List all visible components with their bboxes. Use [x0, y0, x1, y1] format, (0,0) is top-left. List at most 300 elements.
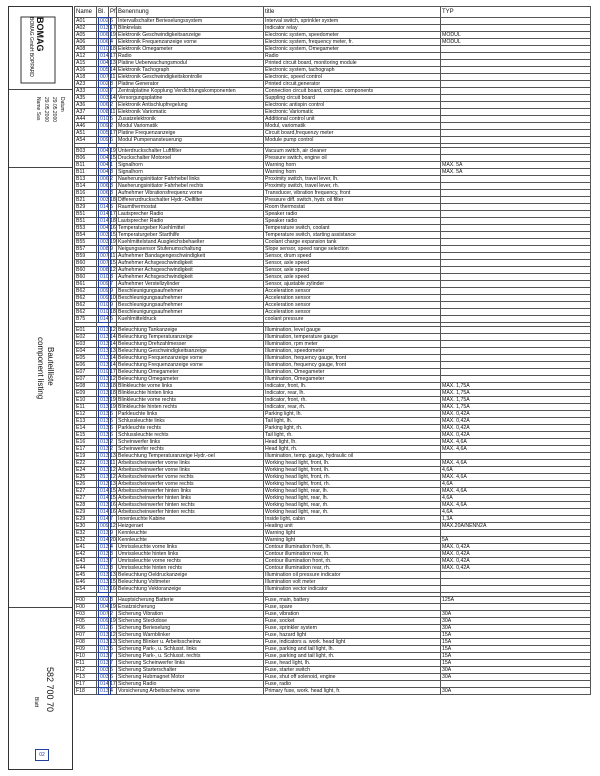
cell-name: B60 [75, 260, 97, 267]
cell-typ [441, 225, 591, 232]
cell-benennung: Druckschalter Motoroel [117, 155, 264, 162]
cell-title: Pressure diff. switch, hydr. oil filter [264, 197, 441, 204]
cell-pf: 9 [109, 246, 117, 253]
sheet-ref: 013 [100, 481, 109, 487]
cell-typ [441, 25, 591, 32]
cell-name: E27 [75, 495, 97, 502]
cell-typ [441, 46, 591, 53]
sheet-ref: 009 [100, 281, 109, 287]
table-row [75, 523, 591, 530]
cell-name: B21 [75, 197, 97, 204]
cell-typ: 30A [441, 674, 591, 681]
cell-title: Fuse, shut off solenoid, engine [264, 674, 441, 681]
cell-benennung: Elektronik Antischlupfregelung [117, 102, 264, 109]
cell-pf: 19 [110, 618, 116, 624]
cell-pf: 11 [110, 253, 116, 259]
cell-benennung: Radio [117, 53, 264, 60]
cell-typ: 4,6A [441, 467, 591, 474]
cell-name: A51 [75, 130, 97, 137]
cell-pf: 6 [109, 674, 117, 681]
table-row [75, 632, 591, 639]
cell-title: Indicator, rear, lh. [264, 390, 441, 397]
cell-name: F18 [75, 688, 97, 695]
component-table [74, 6, 591, 695]
cell-benennung: Beschleunigungsaufnehmer [117, 302, 264, 309]
table-row [75, 653, 591, 660]
cell-pf: 3 [109, 597, 117, 604]
cell-typ: MAX. 1,75A [441, 397, 591, 404]
cell-benennung: Differenzdruckschalter Hydr.-Oelfilter [117, 197, 264, 204]
cell-title: Additional control unit [264, 116, 441, 123]
cell-name: F03 [75, 611, 97, 618]
cell-benennung: Blinkleuchte hinten links [117, 390, 264, 397]
cell-title: Working head light, rear, lh. [264, 495, 441, 502]
cell-pf: 4 [109, 544, 117, 551]
header-bl: Bl. [97, 7, 109, 18]
sheet-ref: 009 [100, 295, 109, 301]
cell-pf: 15 [110, 260, 116, 266]
table-row [75, 579, 591, 586]
cell-title: Contour illumination front, rh. [264, 558, 441, 565]
cell-name: F11 [75, 660, 97, 667]
cell-pf: 18 [110, 390, 116, 396]
cell-title: Fuse, sprinkler system [264, 625, 441, 632]
cell-title: Fuse, radio [264, 681, 441, 688]
sheet-ref: 006 [100, 39, 109, 45]
cell-typ: 15A [441, 639, 591, 646]
cell-name: F12 [75, 667, 97, 674]
cell-benennung: Kuehlmittelstand Ausgleichsbehaelter [117, 239, 264, 246]
sheet-ref: 004 [100, 225, 109, 231]
sheet-ref: 008 [100, 267, 109, 273]
cell-benennung: Arbeitsscheinwerfer vorne rechts [117, 474, 264, 481]
cell-typ [441, 102, 591, 109]
cell-name: E05 [75, 355, 97, 362]
cell-pf: 4 [109, 39, 117, 46]
cell-name: E19 [75, 453, 97, 460]
sheet-ref: 005 [100, 130, 109, 136]
cell-typ [441, 604, 591, 611]
cell-name: E27 [75, 488, 97, 495]
sheet-ref: 013 [100, 688, 109, 694]
cell-typ: 125A [441, 597, 591, 604]
cell-benennung: Lautsprecher Radio [117, 211, 264, 218]
table-row [75, 439, 591, 446]
cell-benennung: Sicherung Hubmagnet Motor [117, 674, 264, 681]
table-row [75, 316, 591, 323]
cell-pf: 12 [110, 467, 116, 473]
sheet-ref: 007 [100, 253, 109, 259]
cell-benennung: Umrissleuchte hinten links [117, 551, 264, 558]
table-row [75, 232, 591, 239]
cell-pf: 14 [110, 355, 116, 361]
cell-benennung: Sicherung Park-, u. Schlusst. rechts [117, 653, 264, 660]
cell-benennung: Zentralplatine Kopplung Verdichtungskomponenten [117, 88, 264, 95]
cell-pf: 6 [109, 137, 117, 144]
cell-title: Speaker radio [264, 218, 441, 225]
table-row [75, 137, 591, 144]
cell-typ [441, 253, 591, 260]
table-row [75, 639, 591, 646]
cell-name: E32 [75, 530, 97, 537]
cell-pf: 5 [109, 116, 117, 123]
cell-benennung: Beleuchtung Omegameter [117, 369, 264, 376]
cell-typ: MODUL [441, 39, 591, 46]
cell-benennung: Elektronik Omegameter [117, 46, 264, 53]
cell-typ: MAX. 4,6A [441, 446, 591, 453]
table-row [75, 355, 591, 362]
table-row [75, 46, 591, 53]
sheet-ref: 003 [100, 95, 109, 101]
cell-pf: 14 [110, 95, 116, 101]
cell-benennung: Sicherung Berieselung [117, 625, 264, 632]
cell-name: F09 [75, 646, 97, 653]
cell-name: B62 [75, 295, 97, 302]
sheet-ref: 006 [100, 190, 109, 196]
table-row [75, 453, 591, 460]
cell-name: A02 [75, 25, 97, 32]
cell-name: E14 [75, 425, 97, 432]
cell-pf: 5 [109, 646, 117, 653]
cell-pf: 13 [110, 572, 116, 578]
cell-name: B60 [75, 267, 97, 274]
cell-title: Tail light, rh. [264, 432, 441, 439]
cell-benennung: Schlussleuchte rechts [117, 432, 264, 439]
cell-name: A16 [75, 67, 97, 74]
sheet-ref: 010 [100, 302, 109, 308]
cell-benennung: Beschleunigungsaufnehmer [117, 309, 264, 316]
table-row [75, 558, 591, 565]
cell-name: A18 [75, 74, 97, 81]
cell-benennung: Sicherung Warnblinker [117, 632, 264, 639]
sheet-ref: 009 [100, 618, 109, 624]
cell-pf: 19 [110, 239, 116, 245]
cell-typ [441, 18, 591, 25]
cell-pf: 6 [109, 18, 117, 25]
cell-pf: 13 [110, 639, 116, 645]
cell-name: E16 [75, 439, 97, 446]
table-row [75, 411, 591, 418]
cell-benennung: Beschleunigungsaufnehmer [117, 295, 264, 302]
cell-title: Indicator, front, rh. [264, 397, 441, 404]
cell-name: E29 [75, 516, 97, 523]
cell-name: A36 [75, 102, 97, 109]
table-row [75, 418, 591, 425]
date-1: 29.05.2000 [51, 97, 57, 123]
cell-title: Working head light, rear, rh. [264, 502, 441, 509]
sheet-ref: 004 [100, 169, 109, 175]
cell-title: Illumination, frequency gauge, front [264, 362, 441, 369]
table-row [75, 18, 591, 25]
cell-typ [441, 95, 591, 102]
cell-title: Head light, rh. [264, 446, 441, 453]
cell-title: Illumination, level gauge [264, 327, 441, 334]
table-row [75, 295, 591, 302]
cell-pf: 6 [109, 411, 117, 418]
cell-benennung: Unterdruckschalter Luftfilter [117, 148, 264, 155]
cell-benennung: Beleuchtung Temperaturanzeige [117, 334, 264, 341]
cell-pf: 3 [109, 183, 117, 190]
cell-title: Sensor, axle speed [264, 260, 441, 267]
cell-typ [441, 572, 591, 579]
cell-benennung: Beleuchtung Voltmeter [117, 579, 264, 586]
sheet-ref: 013 [100, 383, 109, 389]
cell-pf: 6 [109, 425, 117, 432]
cell-typ [441, 211, 591, 218]
cell-name: E04 [75, 348, 97, 355]
sheet-ref: 014 [100, 204, 109, 210]
sheet-ref: 013 [100, 474, 109, 480]
table-row [75, 530, 591, 537]
sheet-ref: 004 [100, 162, 109, 168]
cell-name: A06 [75, 39, 97, 46]
table-row [75, 544, 591, 551]
cell-typ: 30A [441, 625, 591, 632]
cell-name: F00 [75, 597, 97, 604]
table-row [75, 383, 591, 390]
cell-title: Transducer, vibration frequency, front [264, 190, 441, 197]
sheet-ref: 002 [100, 18, 109, 24]
table-row [75, 67, 591, 74]
table-row [75, 267, 591, 274]
sheet-ref: 002 [100, 81, 109, 87]
cell-benennung: Beleuchtung Geschwindigkeitsanzeige [117, 348, 264, 355]
cell-typ [441, 183, 591, 190]
cell-typ [441, 274, 591, 281]
cell-name: A44 [75, 116, 97, 123]
cell-benennung: Modul Pumpenansteuerung [117, 137, 264, 144]
sheet-ref: 012 [100, 625, 109, 631]
cell-name: A08 [75, 46, 97, 53]
table-row [75, 516, 591, 523]
cell-typ [441, 281, 591, 288]
cell-pf: 13 [110, 348, 116, 354]
cell-title: coolant pressure [264, 316, 441, 323]
cell-name: B11 [75, 162, 97, 169]
sheet-ref: 014 [100, 488, 109, 494]
cell-title: Warning horn [264, 162, 441, 169]
cell-benennung: Elektronik Geschwindigkeitsanzeige [117, 32, 264, 39]
cell-benennung: Innenleuchte Kabine [117, 516, 264, 523]
table-row [75, 432, 591, 439]
table-row [75, 327, 591, 334]
cell-name: E11 [75, 404, 97, 411]
cell-pf: 14 [110, 362, 116, 368]
table-row [75, 309, 591, 316]
table-row [75, 197, 591, 204]
cell-name: E28 [75, 502, 97, 509]
cell-typ [441, 348, 591, 355]
cell-pf: 17 [110, 25, 116, 31]
table-row [75, 565, 591, 572]
cell-title: Working head light, rear, lh. [264, 488, 441, 495]
cell-title: Electronic system, frequency meter, fr. [264, 39, 441, 46]
cell-typ [441, 148, 591, 155]
cell-typ [441, 376, 591, 383]
cell-title: Proximity switch, travel lever, lh. [264, 176, 441, 183]
cell-title: Module pump control [264, 137, 441, 144]
cell-typ: 30A [441, 611, 591, 618]
table-row [75, 302, 591, 309]
cell-typ [441, 453, 591, 460]
cell-typ: MAX. 0,42A [441, 432, 591, 439]
cell-typ: MAX. 0,42A [441, 425, 591, 432]
sheet-ref: 002 [100, 597, 109, 603]
cell-benennung: Zusatzelektronik [117, 116, 264, 123]
cell-name: B54 [75, 232, 97, 239]
cell-typ [441, 176, 591, 183]
cell-title: Slope sensor, speed range selection [264, 246, 441, 253]
cell-name: B06 [75, 155, 97, 162]
cell-benennung: Aufnehmer Achsgeschwindigkeit [117, 267, 264, 274]
cell-name: E25 [75, 474, 97, 481]
sheet-ref: 005 [100, 67, 109, 73]
cell-title: Suppling circuit board [264, 95, 441, 102]
table-row [75, 204, 591, 211]
cell-title: Sensor, axle speed [264, 267, 441, 274]
cell-pf: 20 [110, 537, 116, 543]
cell-name: E07 [75, 369, 97, 376]
cell-title: Electronic, speed control [264, 74, 441, 81]
sheet-ref: 014 [100, 509, 109, 515]
cell-pf: 7 [109, 516, 117, 523]
table-row [75, 218, 591, 225]
cell-benennung: Ersatzsicherung [117, 604, 264, 611]
table-row [75, 95, 591, 102]
cell-benennung: Aufnehmer Verstellzylinder [117, 281, 264, 288]
cell-typ [441, 362, 591, 369]
cell-typ [441, 218, 591, 225]
cell-title: Indicator, front, lh. [264, 383, 441, 390]
cell-pf: 14 [110, 341, 116, 347]
cell-pf: 19 [110, 148, 116, 154]
cell-bl [97, 137, 109, 144]
cell-name: A54 [75, 137, 97, 144]
cell-pf: 2 [109, 439, 117, 446]
cell-name: B62 [75, 309, 97, 316]
cell-pf: 15 [110, 232, 116, 238]
cell-pf: 16 [110, 502, 116, 508]
table-row [75, 288, 591, 295]
cell-pf: 12 [110, 327, 116, 333]
title-en: component listing [36, 337, 45, 400]
title-block [8, 6, 73, 770]
sheet-ref: 006 [100, 183, 109, 189]
sheet-ref: 013 [100, 397, 109, 403]
cell-pf: 18 [110, 218, 116, 224]
cell-benennung: Blinkleuchte vorne rechts [117, 397, 264, 404]
component-table-container [74, 6, 590, 695]
cell-typ [441, 130, 591, 137]
sheet-number: 02 [35, 749, 49, 761]
cell-name: F17 [75, 681, 97, 688]
sheet-ref: 013 [100, 341, 109, 347]
cell-name: E45 [75, 572, 97, 579]
brand-name: BOMAG [35, 17, 45, 52]
cell-title: Fuse, vibration [264, 611, 441, 618]
cell-title: Fuse, socket [264, 618, 441, 625]
table-row [75, 253, 591, 260]
table-row [75, 211, 591, 218]
cell-benennung: Elektronik Tachograph [117, 67, 264, 74]
sheet-ref: 004 [100, 604, 109, 610]
cell-name: E13 [75, 418, 97, 425]
table-row [75, 348, 591, 355]
table-row [75, 246, 591, 253]
cell-typ: 15A [441, 653, 591, 660]
cell-pf: 12 [110, 376, 116, 382]
cell-pf: 19 [110, 604, 116, 610]
cell-name: E01 [75, 327, 97, 334]
cell-benennung: Sicherung Vibration [117, 611, 264, 618]
cell-typ: 15A [441, 632, 591, 639]
document-number: 582 700 70 [45, 667, 55, 713]
sheet-ref: 014 [100, 211, 109, 217]
cell-pf: 12 [110, 267, 116, 273]
table-row [75, 681, 591, 688]
cell-title: Electronic system, tachograph [264, 67, 441, 74]
cell-name: E08 [75, 383, 97, 390]
cell-name: E29 [75, 509, 97, 516]
cell-name: E17 [75, 446, 97, 453]
cell-pf: 2 [109, 611, 117, 618]
brand-subtitle: BOMAG GmbH BOPPARD [28, 17, 34, 77]
table-row [75, 123, 591, 130]
cell-pf: 19 [110, 397, 116, 403]
table-row [75, 509, 591, 516]
cell-pf: 11 [110, 460, 116, 466]
cell-typ [441, 579, 591, 586]
cell-pf: 10 [110, 295, 116, 301]
cell-title: Acceleration sensor [264, 309, 441, 316]
cell-typ [441, 302, 591, 309]
cell-name: A01 [75, 18, 97, 25]
cell-benennung: Intervallschalter Berieselungssystem [117, 18, 264, 25]
cell-pf: 11 [110, 109, 116, 115]
cell-title: Acceleration sensor [264, 302, 441, 309]
cell-title: Electronic system, Omegameter [264, 46, 441, 53]
cell-benennung: Parkleuchte rechts [117, 425, 264, 432]
cell-title: Electronic system, speedometer [264, 32, 441, 39]
cell-name: A33 [75, 88, 97, 95]
cell-name: E32 [75, 537, 97, 544]
sheet-ref: 013 [100, 432, 109, 438]
cell-typ [441, 116, 591, 123]
cell-name: A35 [75, 95, 97, 102]
cell-benennung: Sicherung Park-, u. Schlusst. links [117, 646, 264, 653]
date-2: 29.05.2000 [43, 97, 49, 123]
table-row [75, 537, 591, 544]
names: Name Sas [35, 97, 41, 121]
cell-typ [441, 137, 591, 144]
sheet-ref: 013 [100, 530, 109, 536]
cell-benennung: Beschleunigungsaufnehmer [117, 288, 264, 295]
cell-pf: 3 [109, 274, 117, 281]
cell-benennung: Sicherung Scheinwerfer links [117, 660, 264, 667]
cell-title: Illumination vector indicator [264, 586, 441, 593]
sheet-ref: 007 [100, 74, 109, 80]
table-row [75, 183, 591, 190]
cell-benennung: Hauptsicherung Batterie [117, 597, 264, 604]
cell-benennung: Sicherung Blinker u. Arbeitsscheinw. [117, 639, 264, 646]
cell-typ: MAX. 0,42A [441, 411, 591, 418]
cell-title: Working head light, front, rh. [264, 474, 441, 481]
cell-title: Printed circuit,generator [264, 81, 441, 88]
cell-pf: 15 [110, 495, 116, 501]
sheet-ref: 004 [100, 155, 109, 161]
cell-pf: 8 [109, 565, 117, 572]
cell-pf: 16 [110, 225, 116, 231]
